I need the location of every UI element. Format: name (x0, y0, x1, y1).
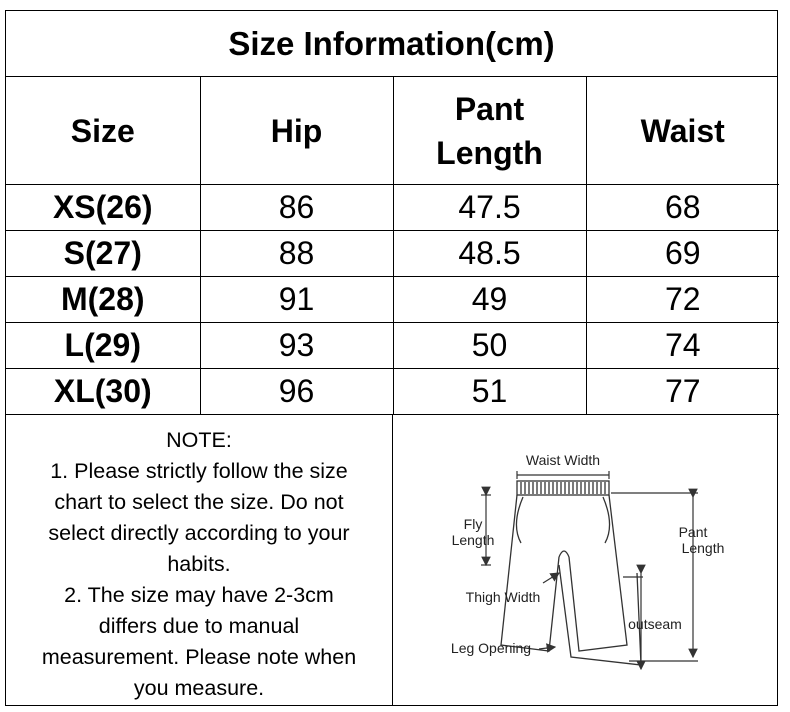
label-thigh-width: Thigh Width (465, 589, 541, 605)
pant-length-cell: 51 (393, 369, 586, 415)
waist-cell: 72 (586, 277, 779, 323)
chart-title: Size Information(cm) (6, 11, 777, 77)
note-line: select directly according to your (48, 521, 350, 545)
right-leg-shape (569, 495, 627, 651)
hip-cell: 91 (200, 277, 393, 323)
size-cell: M(28) (6, 277, 200, 323)
shorts-diagram-svg (393, 415, 779, 705)
pant-length-cell: 50 (393, 323, 586, 369)
note-line: habits. (167, 552, 231, 576)
pant-length-cell: 47.5 (393, 185, 586, 231)
label-pant-length-line2: Length (681, 540, 725, 556)
note-line: you measure. (133, 676, 265, 700)
header-waist: Waist (586, 77, 779, 185)
crotch-seam (559, 551, 569, 557)
label-outseam: outseam (628, 616, 682, 632)
table-row (6, 231, 779, 277)
waist-cell: 68 (586, 185, 779, 231)
bottom-section (6, 415, 777, 705)
waist-cell: 74 (586, 323, 779, 369)
waist-cell: 69 (586, 231, 779, 277)
table-header-row (6, 77, 779, 185)
table-row (6, 277, 779, 323)
note-line: 1. Please strictly follow the size (50, 459, 348, 483)
note-line: measurement. Please note when (41, 645, 357, 669)
size-cell: S(27) (6, 231, 200, 277)
size-cell: XS(26) (6, 185, 200, 231)
hip-cell: 88 (200, 231, 393, 277)
size-chart (5, 10, 778, 706)
note-line: 2. The size may have 2-3cm (64, 583, 334, 607)
label-fly-length-line2: Length (451, 532, 495, 548)
pant-length-cell: 49 (393, 277, 586, 323)
waist-cell: 77 (586, 369, 779, 415)
header-hip: Hip (200, 77, 393, 185)
note-line: differs due to manual (98, 614, 300, 638)
measurement-diagram (393, 415, 779, 705)
hip-cell: 96 (200, 369, 393, 415)
left-pocket (516, 497, 523, 543)
pant-length-cell: 48.5 (393, 231, 586, 277)
hip-cell: 93 (200, 323, 393, 369)
label-pant-length-line1: Pant (678, 524, 708, 540)
waistband-shape (517, 481, 609, 495)
hip-cell: 86 (200, 185, 393, 231)
size-table (6, 77, 779, 415)
note-line: chart to select the size. Do not (54, 490, 344, 514)
table-row (6, 323, 779, 369)
note-heading: NOTE: (166, 428, 232, 452)
shorts-outline (501, 481, 641, 665)
label-fly-length-line1: Fly (463, 516, 483, 532)
size-cell: L(29) (6, 323, 200, 369)
left-leg-shape (501, 495, 559, 651)
note-panel (6, 415, 393, 705)
header-size: Size (6, 77, 200, 185)
label-leg-opening: Leg Opening (450, 640, 532, 656)
size-cell: XL(30) (6, 369, 200, 415)
table-row (6, 185, 779, 231)
right-pocket (603, 497, 610, 543)
waistband-ribbing (521, 482, 605, 494)
table-row (6, 369, 779, 415)
label-waist-width: Waist Width (525, 452, 601, 468)
header-pant-length: Pant Length (393, 77, 586, 185)
